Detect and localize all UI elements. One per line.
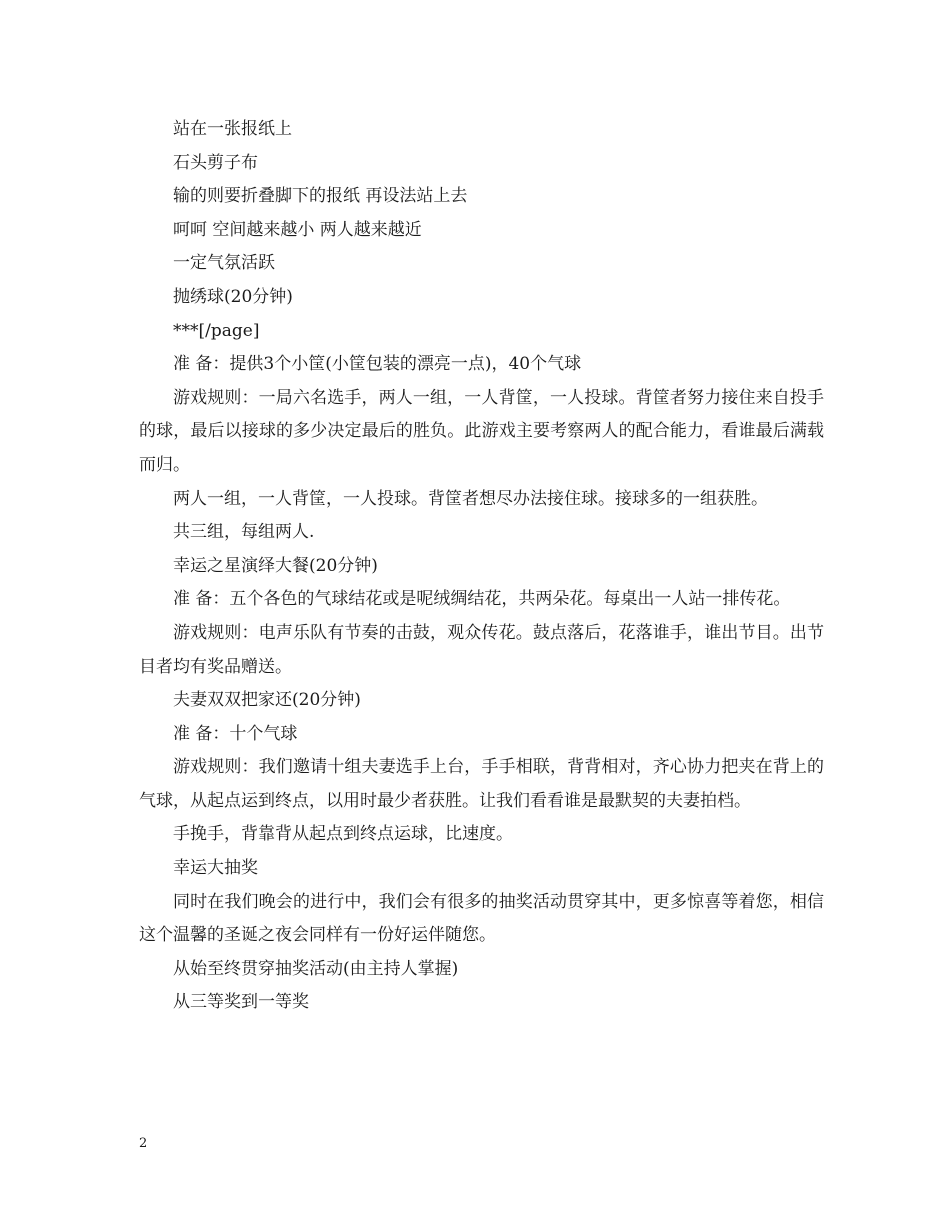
paragraph: 石头剪子布 bbox=[173, 152, 258, 173]
document-body bbox=[139, 113, 824, 1020]
paragraph: 同时在我们晚会的进行中，我们会有很多的抽奖活动贯穿其中，更多惊喜等着您，相信这个温馨的圣诞之夜会同样有一份好运伴随您。 bbox=[139, 891, 824, 946]
paragraph: 从始至终贯穿抽奖活动(由主持人掌握) bbox=[173, 958, 459, 979]
paragraph: 站在一张报纸上 bbox=[173, 119, 292, 139]
paragraph: 游戏规则：电声乐队有节奏的击鼓，观众传花。鼓点落后，花落谁手，谁出节目。出节目者均有奖品赠送。 bbox=[139, 622, 824, 677]
paragraph: 夫妻双双把家还(20分钟) bbox=[173, 690, 361, 711]
paragraph: 准 备：十个气球 bbox=[173, 723, 298, 744]
paragraph: 从三等奖到一等奖 bbox=[173, 992, 309, 1013]
paragraph: 游戏规则：我们邀请十组夫妻选手上台，手手相联，背背相对，齐心协力把夹在背上的气球，从起点运到终点，以用时最少者获胜。让我们看看谁是最默契的夫妻拍档。 bbox=[139, 757, 824, 811]
paragraph: 游戏规则：一局六名选手，两人一组，一人背筐，一人投球。背筐者努力接住来自投手的球，最后以接球的多少决定最后的胜负。此游戏主要考察两人的配合能力，看谁最后满载而归。 bbox=[139, 387, 824, 475]
paragraph: 准 备：五个各色的气球结花或是呢绒绸结花，共两朵花。每桌出一人站一排传花。 bbox=[173, 589, 791, 610]
paragraph: ***[/page] bbox=[173, 320, 260, 341]
paragraph: 幸运大抽奖 bbox=[173, 858, 258, 879]
paragraph: 一定气氛活跃 bbox=[173, 253, 275, 274]
paragraph: 共三组，每组两人. bbox=[173, 522, 315, 543]
paragraph: 准 备：提供3个小筐(小筐包装的漂亮一点)，40个气球 bbox=[173, 354, 582, 375]
page-number: 2 bbox=[139, 1136, 148, 1151]
paragraph: 两人一组，一人背筐，一人投球。背筐者想尽办法接住球。接球多的一组获胜。 bbox=[173, 488, 768, 509]
paragraph: 输的则要折叠脚下的报纸 再设法站上去 bbox=[173, 186, 468, 207]
paragraph: 手挽手，背靠背从起点到终点运球，比速度。 bbox=[173, 824, 513, 845]
paragraph: 呵呵 空间越来越小 两人越来越近 bbox=[173, 219, 422, 240]
paragraph: 幸运之星演绎大餐(20分钟) bbox=[173, 555, 378, 576]
paragraph: 抛绣球(20分钟) bbox=[173, 286, 293, 307]
